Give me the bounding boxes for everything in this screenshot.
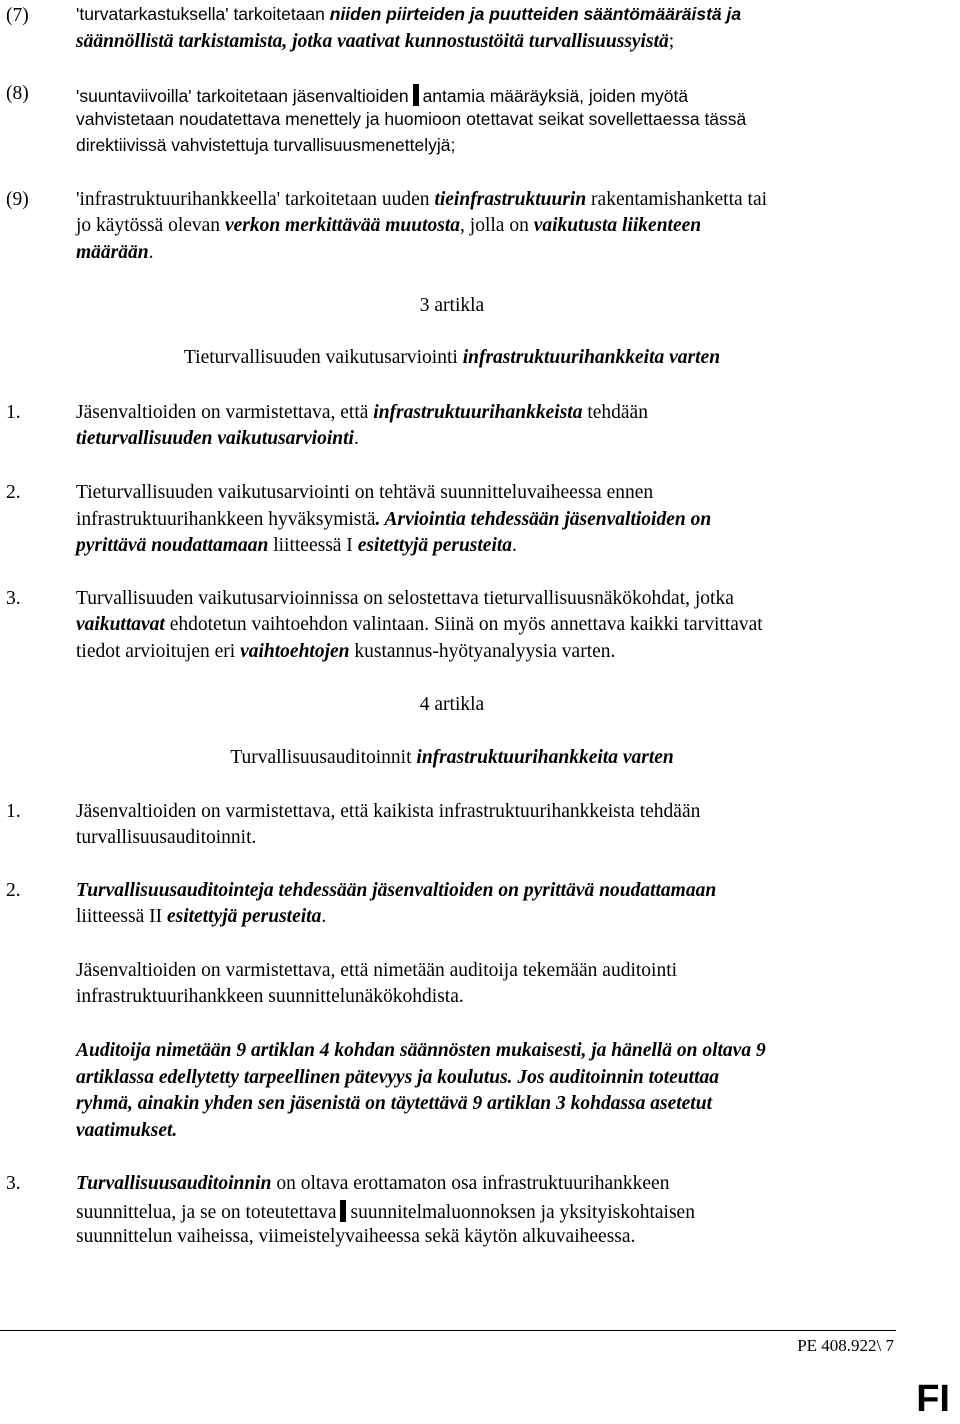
amended-text: niiden piirteiden ja puutteiden sääntömääräistä ja <box>329 4 742 24</box>
definition-9-line-3 <box>76 243 153 263</box>
amended-text: tieturvallisuuden vaikutusarviointi <box>76 428 354 449</box>
deletion-marker-bar <box>413 84 419 106</box>
amended-text: infrastruktuurihankkeita varten <box>462 347 721 368</box>
article-4-para-2-line-1: Turvallisuusauditointeja tehdessään jäsenvaltioiden on pyrittävä noudattamaan <box>76 880 717 901</box>
text-run: Jäsenvaltioiden on varmistettava, että <box>76 402 374 423</box>
text-run: tehdään <box>582 402 648 423</box>
text-run: . <box>512 535 517 556</box>
text-run: rakentamishanketta tai <box>586 189 768 210</box>
text-run: kustannus-hyötyanalyysia varten. <box>349 641 616 662</box>
amended-text: Turvallisuusauditoinnin <box>76 1173 272 1194</box>
paragraph-number: 1. <box>6 801 21 822</box>
amended-text: Arviointia tehdessään jäsenvaltioiden on <box>384 509 712 530</box>
paragraph-number: 2. <box>6 880 21 901</box>
text-run: Tieturvallisuuden vaikutusarviointi <box>183 347 463 368</box>
definition-9-line-1 <box>76 190 767 210</box>
article-4-para-1-line-1: Jäsenvaltioiden on varmistettava, että kaikista infrastruktuurihankkeista tehdään <box>76 801 701 822</box>
article-3-para-1-line-2 <box>76 429 359 449</box>
article-3-title <box>0 348 904 368</box>
paragraph-number: 3. <box>6 588 21 609</box>
article-4-para-2c-line-3: ryhmä, ainakin yhden sen jäsenistä on täytettävä 9 artiklan 3 kohdassa asetetut <box>76 1093 712 1114</box>
text-run: liitteessä II <box>76 906 167 927</box>
amended-text: tieinfrastruktuurin <box>434 189 587 210</box>
article-4-para-2-line-2 <box>76 907 326 927</box>
item-number-8: (8) <box>6 83 29 104</box>
definition-8-line-2: vahvistetaan noudatettava menettely ja huomioon otettavat seikat sovellettaessa tässä <box>76 109 747 129</box>
amended-text: vaikutusta liikenteen <box>533 215 702 236</box>
paragraph-number: 2. <box>6 482 21 503</box>
article-4-title <box>0 748 904 768</box>
amended-text: vaikuttavat <box>76 614 165 635</box>
text-run: suunnittelua, ja se on toteutettava <box>76 1202 337 1223</box>
article-4-para-2b-line-2: infrastruktuurihankkeen suunnittelunäkökohdista. <box>76 986 464 1007</box>
amended-text: esitettyjä perusteita <box>357 535 513 556</box>
text-run: tiedot arvioitujen eri <box>76 641 241 662</box>
amended-text: esitettyjä perusteita <box>166 906 322 927</box>
article-3-para-1-line-1 <box>76 403 648 423</box>
amended-text: verkon merkittävää muutosta <box>224 215 461 236</box>
amended-text: pyrittävä noudattamaan <box>76 535 269 556</box>
article-4-para-2c-line-4: vaatimukset. <box>76 1120 178 1141</box>
definition-9-line-2 <box>76 216 701 236</box>
text-run: . <box>353 428 359 449</box>
definition-7-line-1 <box>76 6 741 24</box>
article-3-para-2-line-1: Tieturvallisuuden vaikutusarviointi on tehtävä suunnitteluvaiheessa ennen <box>76 482 654 503</box>
article-4-para-2c-line-1: Auditoija nimetään 9 artiklan 4 kohdan säännösten mukaisesti, ja hänellä on oltava 9 <box>76 1040 766 1061</box>
text-run: Turvallisuusauditoinnit <box>230 747 417 768</box>
language-code: FI <box>916 1378 950 1420</box>
article-4-para-1-line-2: turvallisuusauditoinnit. <box>76 827 257 848</box>
amended-text: infrastruktuurihankkeita varten <box>416 747 674 768</box>
article-4-heading: 4 artikla <box>419 694 485 715</box>
item-number-7: (7) <box>6 5 29 26</box>
article-3-para-3-line-2 <box>76 615 763 635</box>
footer-divider <box>0 1330 896 1331</box>
definition-8-line-3: direktiivissä vahvistettuja turvallisuusmenettelyjä; <box>76 135 456 155</box>
article-3-para-3-line-1: Turvallisuuden vaikutusarvioinnissa on selostettava tieturvallisuusnäkökohdat, jotka <box>76 588 734 609</box>
text-run: suunnitelmaluonnoksen ja yksityiskohtaisen <box>350 1202 695 1223</box>
article-4-para-3-line-1 <box>76 1174 669 1194</box>
text-run: on oltava erottamaton osa infrastruktuurihankkeen <box>271 1173 670 1194</box>
text-run: 'turvatarkastuksella' tarkoitetaan <box>76 4 330 24</box>
text-run: . <box>321 906 327 927</box>
article-4-para-3-line-2 <box>76 1200 695 1223</box>
text-run: liitteessä I <box>268 535 358 556</box>
article-3-para-2-line-3 <box>76 536 517 556</box>
text-run: 'infrastruktuurihankkeella' tarkoitetaan uuden <box>76 189 435 210</box>
definition-7-line-2 <box>76 32 674 52</box>
article-4-para-2b-line-1: Jäsenvaltioiden on varmistettava, että nimetään auditoija tekemään auditointi <box>76 960 678 981</box>
amended-text: määrään <box>76 242 149 263</box>
paragraph-number: 1. <box>6 402 21 423</box>
text-run: . <box>148 242 154 263</box>
article-3-para-2-line-2 <box>76 510 711 530</box>
text-run: . <box>375 509 385 530</box>
article-4-para-2c-line-2: artiklassa edellytetty tarpeellinen pätevyys ja koulutus. Jos auditoinnin toteuttaa <box>76 1067 719 1088</box>
amended-text: vaihtoehtojen <box>240 641 350 662</box>
definition-8-line-1 <box>76 84 688 106</box>
article-4-para-3-line-3: suunnittelun vaiheissa, viimeistelyvaiheessa sekä käytön alkuvaiheessa. <box>76 1226 636 1247</box>
paragraph-number: 3. <box>6 1173 21 1194</box>
document-reference: PE 408.922\ 7 <box>797 1336 894 1355</box>
text-run: infrastruktuurihankkeen hyväksymistä <box>76 509 376 530</box>
amended-text: säännöllistä tarkistamista, jotka vaativat kunnostustöitä turvallisuussyistä <box>76 31 669 52</box>
text-run: 'suuntaviivoilla' tarkoitetaan jäsenvaltioiden <box>76 86 409 106</box>
item-number-9: (9) <box>6 189 29 210</box>
text-run: jo käytössä olevan <box>76 215 225 236</box>
deletion-marker-bar <box>340 1200 346 1222</box>
article-3-heading: 3 artikla <box>419 295 485 316</box>
amended-text: infrastruktuurihankkeista <box>373 402 583 423</box>
text-run: ehdotetun vaihtoehdon valintaan. Siinä on myös annettava kaikki tarvittavat <box>164 614 763 635</box>
text-run: ; <box>668 31 675 52</box>
text-run: , jolla on <box>460 215 534 236</box>
article-3-para-3-line-3 <box>76 642 615 662</box>
text-run: antamia määräyksiä, joiden myötä <box>422 86 689 106</box>
